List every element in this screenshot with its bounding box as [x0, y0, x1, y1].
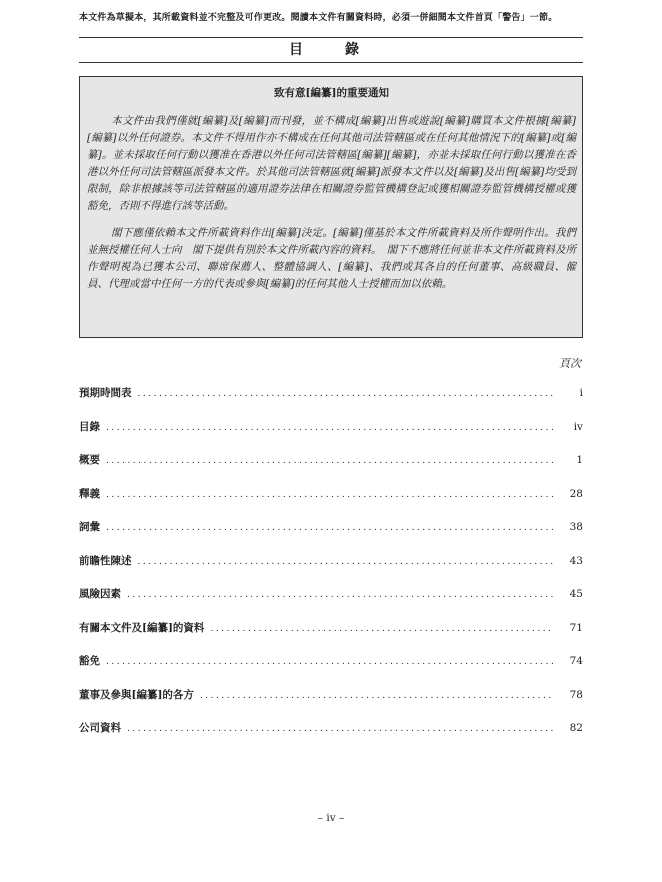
toc-entry[interactable]	[79, 519, 583, 553]
toc-leader-dots	[138, 557, 554, 567]
toc-entry-label: 董事及參與[編纂]的各方	[79, 688, 194, 701]
toc-entry-page: 74	[569, 655, 583, 667]
title-rule	[79, 62, 583, 63]
toc-entry-label: 釋義	[79, 487, 100, 500]
toc-entry-label: 風險因素	[79, 588, 121, 600]
toc-entry[interactable]	[79, 486, 583, 520]
toc-leader-dots	[106, 657, 553, 667]
notice-paragraph-2: 閣下應僅依賴本文件所載資料作出[編纂]決定。[編纂]僅基於本文件所載資料及所作聲明作出。我們並無授權任何人士向 閣下提供有別於本文件所載內容的資料。 閣下不應將任何並非本文件所載資料及所作聲明視為已獲本公司、聯席保薦人、整體協調人、[編纂]、我們或其各自的任何董事、高級職員、僱員、代理或當中任何一方的代表或參與[編纂]的任何其他人士授權而加以依賴。	[87, 227, 576, 290]
toc-entry-page: 82	[569, 722, 583, 734]
table-of-contents	[79, 385, 583, 754]
toc-entry[interactable]	[79, 687, 583, 721]
toc-entry-label: 公司資料	[79, 722, 121, 734]
toc-entry[interactable]	[79, 586, 583, 620]
toc-leader-dots	[106, 490, 553, 500]
toc-entry-page: 1	[576, 454, 583, 466]
toc-entry-label: 預期時間表	[79, 387, 132, 399]
page-title: 目 錄	[289, 42, 373, 58]
toc-entry[interactable]	[79, 653, 583, 687]
toc-leader-dots	[106, 523, 553, 533]
toc-entry-page: 43	[569, 554, 583, 567]
toc-entry-label: 詞彙	[79, 521, 100, 533]
toc-entry-page: i	[579, 387, 583, 399]
toc-entry-page: 28	[569, 487, 583, 500]
toc-entry-page: 78	[569, 688, 583, 701]
toc-entry[interactable]	[79, 620, 583, 654]
toc-pages-label: 頁次	[559, 357, 581, 370]
toc-entry-page: 38	[569, 521, 583, 533]
header-disclaimer: 本文件為草擬本，其所載資料並不完整及可作更改。閱讀本文件有關資料時，必須一併細閱本文件首頁「警告」一節。	[79, 13, 558, 23]
notice-paragraph-1: 本文件由我們僅就[編纂]及[編纂]而刊發，並不構成[編纂]出售或遊說[編纂]購買本文件根據[編纂][編纂]以外任何證券。本文件不得用作亦不構成在任何其他司法管轄區或在任何其他情況下的[編纂]或[編纂]。並未採取任何行動以獲准在香港以外任何司法管轄區[編纂][編纂]，亦並未採取任何行動以獲准在香港以外任何司法管轄區派發本文件。於其他司法管轄區就[編纂]派發本文件以及[編纂]及出售[編纂]均受到限制，除非根據該等司法管轄區的適用證券法律在相關證券監管機構登記或獲相關證券監管機構授權或獲豁免，否則不得進行該等活動。	[87, 115, 576, 212]
header-rule	[79, 37, 583, 38]
toc-entry[interactable]	[79, 419, 583, 453]
toc-entry-label: 概要	[79, 454, 100, 466]
toc-entry-page: 71	[569, 621, 583, 634]
toc-entry-label: 豁免	[79, 655, 100, 667]
toc-entry-page: 45	[569, 588, 583, 600]
toc-entry-label: 目錄	[79, 420, 100, 433]
toc-entry[interactable]	[79, 452, 583, 486]
toc-leader-dots	[127, 724, 553, 734]
toc-entry-label: 前瞻性陳述	[79, 554, 132, 567]
page-number: – iv –	[317, 812, 345, 824]
toc-leader-dots	[106, 456, 553, 466]
toc-leader-dots	[200, 691, 553, 701]
toc-leader-dots	[127, 590, 553, 600]
important-notice-box	[79, 76, 583, 338]
notice-title: 致有意[編纂]的重要通知	[274, 87, 389, 99]
toc-leader-dots	[106, 423, 553, 433]
toc-leader-dots	[210, 624, 553, 634]
toc-entry[interactable]	[79, 720, 583, 754]
toc-entry[interactable]	[79, 553, 583, 587]
toc-leader-dots	[138, 389, 554, 399]
toc-entry-page: iv	[573, 420, 583, 433]
toc-entry[interactable]	[79, 385, 583, 419]
toc-entry-label: 有關本文件及[編纂]的資料	[79, 621, 205, 634]
